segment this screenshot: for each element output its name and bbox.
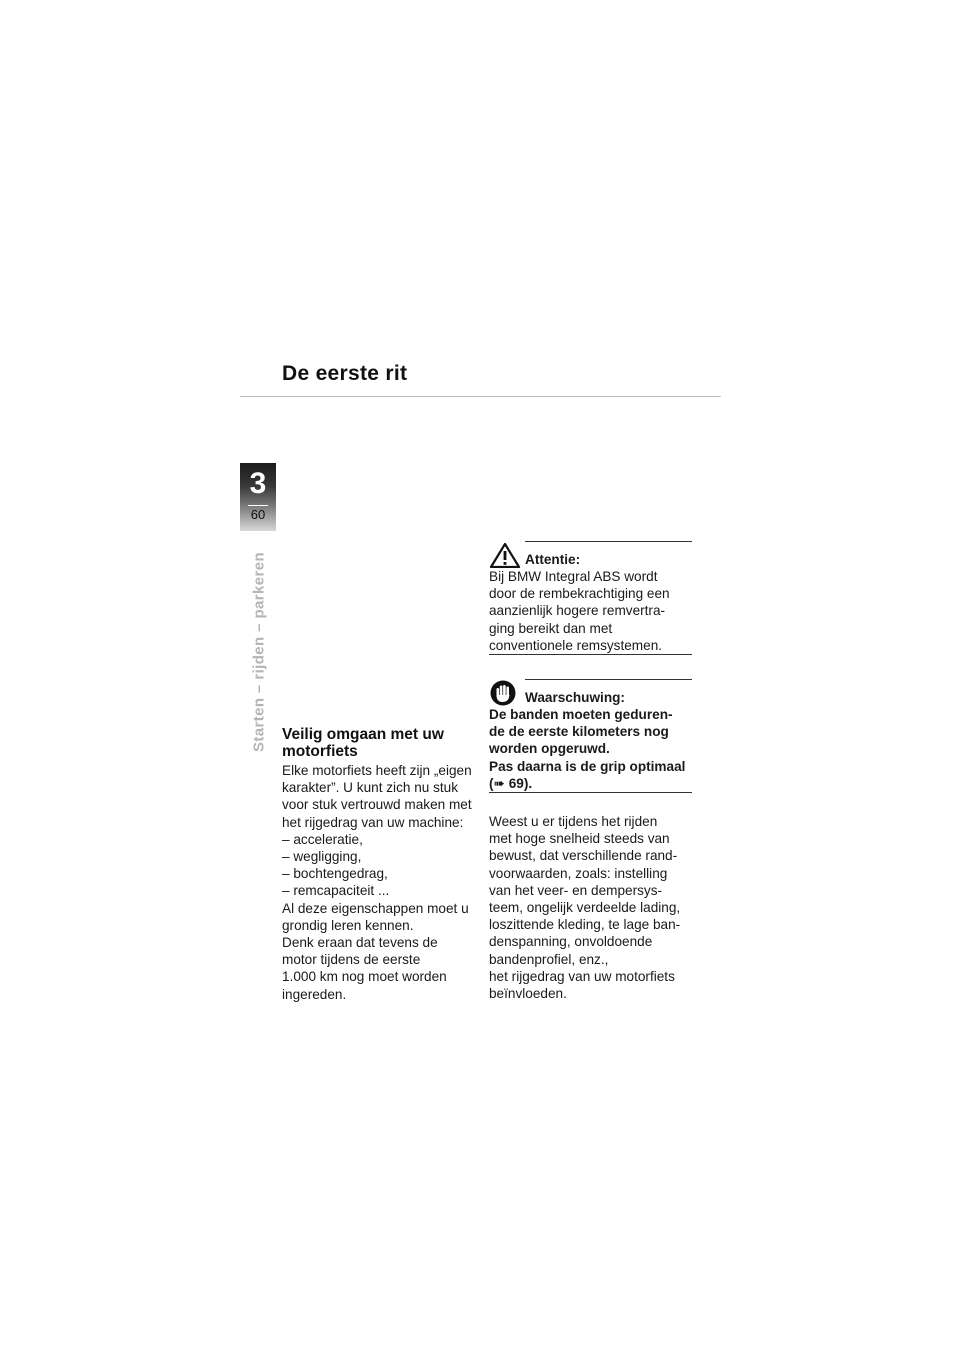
- body-line: voorwaarden, zoals: instelling: [489, 865, 668, 881]
- list-item: – bochtengedrag,: [282, 866, 388, 882]
- body-line: van het veer- en dempersys-: [489, 882, 663, 898]
- attention-line: ging bereikt dan met: [489, 620, 613, 636]
- body-line: Denk eraan dat tevens de: [282, 935, 438, 951]
- attention-line: Bij BMW Integral ABS wordt: [489, 569, 658, 584]
- body-line: loszittende kleding, te lage ban-: [489, 917, 681, 933]
- attention-title: Attentie:: [525, 552, 581, 567]
- page-title: De eerste rit: [282, 362, 408, 385]
- list-item: – acceleratie,: [282, 831, 363, 847]
- attention-line: conventionele remsystemen.: [489, 637, 663, 653]
- warning-bottom-rule: [489, 792, 692, 793]
- warning-box: [489, 679, 692, 793]
- warning-line: worden opgeruwd.: [489, 741, 610, 757]
- chapter-tab: [240, 463, 276, 531]
- body-line: ingereden.: [282, 986, 347, 1002]
- warning-line: De banden moeten geduren-: [489, 707, 673, 723]
- body-line: 1.000 km nog moet worden: [282, 969, 447, 985]
- list-item: – remcapaciteit ...: [282, 883, 390, 899]
- right-column: [489, 541, 692, 1002]
- body-line: grondig leren kennen.: [282, 917, 414, 933]
- attention-box: [489, 541, 692, 655]
- body-line: teem, ongelijk verdeelde lading,: [489, 900, 681, 916]
- warning-title: Waarschuwing:: [525, 690, 625, 706]
- body-line: het rijgedrag van uw motorfiets: [489, 968, 675, 984]
- chapter-number: 3: [249, 467, 267, 500]
- warning-header: [489, 680, 692, 706]
- body-line: denspanning, onvoldoende: [489, 934, 653, 950]
- side-chapter-label: Starten – rijden – parkeren: [250, 551, 268, 753]
- body-line: Elke motorfiets heeft zijn „eigen: [282, 763, 472, 778]
- warning-line: (➠ 69).: [489, 775, 533, 791]
- stop-hand-icon: [489, 680, 519, 706]
- section-heading: Veilig omgaan met uw motorfiets: [282, 726, 444, 760]
- attention-line: aanzienlijk hogere remvertra-: [489, 603, 666, 619]
- warning-line: de de eerste kilometers nog: [489, 724, 669, 740]
- attention-line: door de rembekrachtiging een: [489, 586, 670, 602]
- warning-line: Pas daarna is de grip optimaal: [489, 758, 686, 774]
- right-body: [489, 813, 692, 1002]
- body-line: het rijgedrag van uw machine:: [282, 814, 464, 830]
- page-number: 60: [250, 507, 266, 522]
- body-line: karakter”. U kunt zich nu stuk: [282, 780, 459, 796]
- body-line: Al deze eigenschappen moet u: [282, 900, 469, 916]
- body-line: bewust, dat verschillende rand-: [489, 848, 678, 864]
- attention-bottom-rule: [489, 654, 692, 655]
- list-item: – wegligging,: [282, 849, 362, 865]
- left-column: [282, 727, 480, 1003]
- body-line: motor tijdens de eerste: [282, 952, 421, 968]
- attention-header: [489, 542, 692, 568]
- body-line: Weest u er tijdens het rijden: [489, 814, 658, 830]
- body-line: voor stuk vertrouwd maken met: [282, 797, 472, 813]
- body-line: met hoge snelheid steeds van: [489, 831, 670, 847]
- chapter-tab-rule: [248, 505, 268, 506]
- warning-triangle-icon: [489, 542, 521, 568]
- title-rule: [240, 396, 721, 397]
- body-line: beïnvloeden.: [489, 986, 567, 1002]
- body-line: bandenprofiel, enz.,: [489, 951, 609, 967]
